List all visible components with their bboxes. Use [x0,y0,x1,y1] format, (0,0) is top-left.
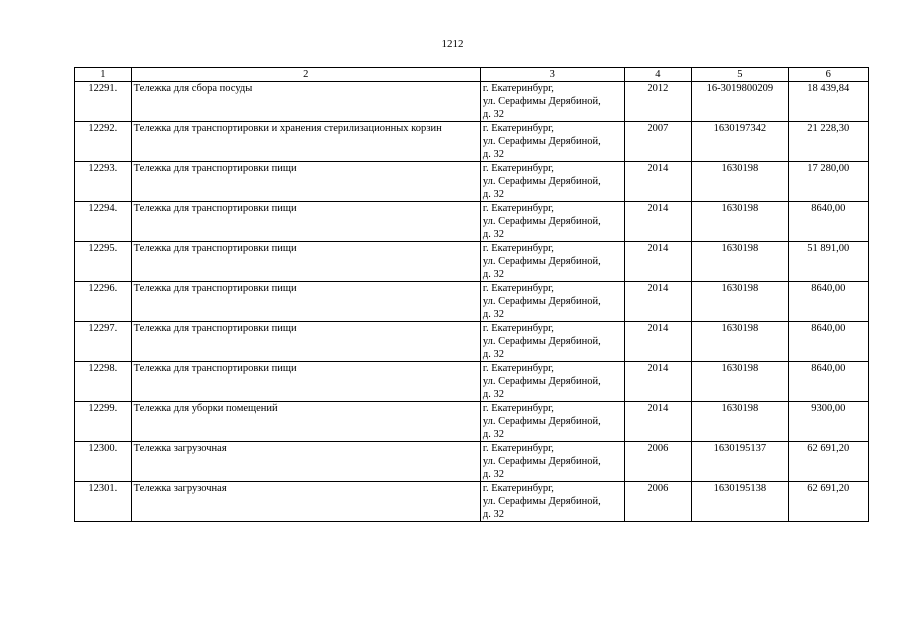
item-name-cell: Тележка для транспортировки пищи [131,322,480,362]
column-number-row [75,68,869,82]
cost-cell: 9300,00 [788,402,868,442]
year-cell: 2014 [624,402,691,442]
table-row [75,482,869,522]
inventory-number-cell: 16-3019800209 [692,82,788,122]
address-cell: г. Екатеринбург, ул. Серафимы Дерябиной, д. 32 [480,82,624,122]
address-cell: г. Екатеринбург, ул. Серафимы Дерябиной, д. 32 [480,322,624,362]
year-cell: 2006 [624,482,691,522]
cost-cell: 18 439,84 [788,82,868,122]
row-number-cell: 12301. [75,482,132,522]
row-number-cell: 12293. [75,162,132,202]
property-register-table [74,67,869,522]
address-cell: г. Екатеринбург, ул. Серафимы Дерябиной, д. 32 [480,402,624,442]
year-cell: 2014 [624,202,691,242]
year-cell: 2014 [624,282,691,322]
column-header: 3 [480,68,624,82]
column-header: 2 [131,68,480,82]
inventory-number-cell: 1630195138 [692,482,788,522]
item-name-cell: Тележка для сбора посуды [131,82,480,122]
cost-cell: 8640,00 [788,362,868,402]
row-number-cell: 12300. [75,442,132,482]
row-number-cell: 12291. [75,82,132,122]
year-cell: 2014 [624,242,691,282]
inventory-number-cell: 1630198 [692,162,788,202]
column-header: 6 [788,68,868,82]
cost-cell: 51 891,00 [788,242,868,282]
item-name-cell: Тележка для транспортировки пищи [131,242,480,282]
address-cell: г. Екатеринбург, ул. Серафимы Дерябиной, д. 32 [480,202,624,242]
table-row [75,362,869,402]
address-cell: г. Екатеринбург, ул. Серафимы Дерябиной, д. 32 [480,122,624,162]
year-cell: 2014 [624,362,691,402]
item-name-cell: Тележка для транспортировки пищи [131,282,480,322]
year-cell: 2012 [624,82,691,122]
inventory-number-cell: 1630198 [692,202,788,242]
column-header: 1 [75,68,132,82]
year-cell: 2014 [624,162,691,202]
item-name-cell: Тележка загрузочная [131,442,480,482]
table-row [75,162,869,202]
address-cell: г. Екатеринбург, ул. Серафимы Дерябиной, д. 32 [480,162,624,202]
table-row [75,442,869,482]
cost-cell: 8640,00 [788,282,868,322]
year-cell: 2014 [624,322,691,362]
address-cell: г. Екатеринбург, ул. Серафимы Дерябиной, д. 32 [480,362,624,402]
address-cell: г. Екатеринбург, ул. Серафимы Дерябиной, д. 32 [480,282,624,322]
year-cell: 2006 [624,442,691,482]
address-cell: г. Екатеринбург, ул. Серафимы Дерябиной, д. 32 [480,442,624,482]
address-cell: г. Екатеринбург, ул. Серафимы Дерябиной, д. 32 [480,242,624,282]
row-number-cell: 12295. [75,242,132,282]
item-name-cell: Тележка для транспортировки пищи [131,362,480,402]
inventory-number-cell: 1630197342 [692,122,788,162]
cost-cell: 21 228,30 [788,122,868,162]
item-name-cell: Тележка для транспортировки пищи [131,162,480,202]
row-number-cell: 12297. [75,322,132,362]
inventory-number-cell: 1630198 [692,322,788,362]
address-cell: г. Екатеринбург, ул. Серафимы Дерябиной, д. 32 [480,482,624,522]
table-row [75,202,869,242]
inventory-number-cell: 1630198 [692,242,788,282]
column-header: 4 [624,68,691,82]
cost-cell: 8640,00 [788,202,868,242]
cost-cell: 62 691,20 [788,442,868,482]
row-number-cell: 12298. [75,362,132,402]
item-name-cell: Тележка загрузочная [131,482,480,522]
table-row [75,402,869,442]
row-number-cell: 12299. [75,402,132,442]
inventory-number-cell: 1630198 [692,362,788,402]
cost-cell: 62 691,20 [788,482,868,522]
page-number: 1212 [441,38,464,50]
table-row [75,122,869,162]
row-number-cell: 12296. [75,282,132,322]
row-number-cell: 12292. [75,122,132,162]
item-name-cell: Тележка для транспортировки и хранения стерилизационных корзин [131,122,480,162]
table-row [75,322,869,362]
table-row [75,282,869,322]
item-name-cell: Тележка для уборки помещений [131,402,480,442]
row-number-cell: 12294. [75,202,132,242]
inventory-number-cell: 1630198 [692,402,788,442]
cost-cell: 8640,00 [788,322,868,362]
inventory-number-cell: 1630195137 [692,442,788,482]
table-row [75,242,869,282]
column-header: 5 [692,68,788,82]
cost-cell: 17 280,00 [788,162,868,202]
item-name-cell: Тележка для транспортировки пищи [131,202,480,242]
table-row [75,82,869,122]
year-cell: 2007 [624,122,691,162]
inventory-number-cell: 1630198 [692,282,788,322]
